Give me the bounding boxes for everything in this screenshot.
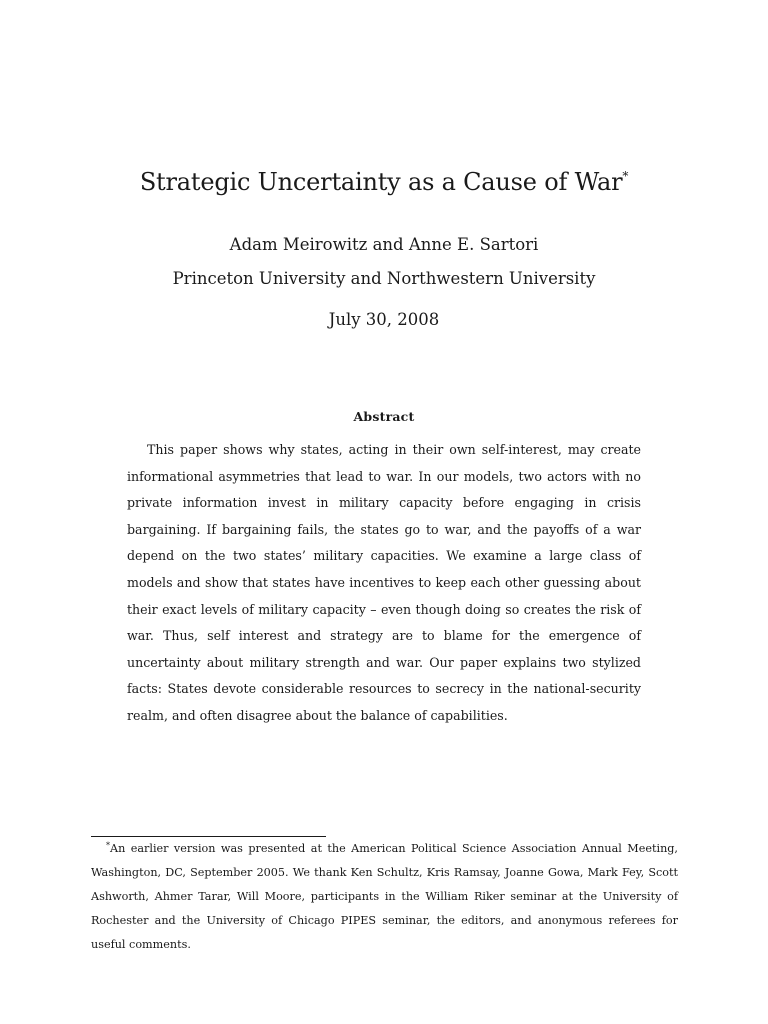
paper-date: July 30, 2008 <box>328 310 440 329</box>
paper-title-text: Strategic Uncertainty as a Cause of War <box>139 168 623 196</box>
paper-title <box>0 168 768 196</box>
footnote-text: An earlier version was presented at the American Political Science Association Annual Meeting, Washington, DC, September 2005. We thank Ken Schultz, Kris Ramsay, Joanne Gowa, Mark Fey, Scott Ashworth, Ahmer Tarar, Will Moore, participants in the William Riker seminar at the University of Rochester and the University of Chicago PIPES seminar, the editors, and anonymous referees for useful comments. <box>91 842 678 951</box>
footnote-mark: * <box>106 841 110 850</box>
footnote <box>91 834 678 957</box>
paper-affiliations: Princeton University and Northwestern University <box>172 269 596 288</box>
title-footnote-mark: * <box>622 169 629 183</box>
abstract-heading: Abstract <box>353 409 415 424</box>
paper-authors: Adam Meirowitz and Anne E. Sartori <box>229 235 539 254</box>
abstract-body: This paper shows why states, acting in their own self-interest, may create informational asymmetries that lead to war. In our models, two actors with no private information invest in military capacity before engaging in crisis bargaining. If bargaining fails, the states go to war, and the payoffs of a war depend on the two states’ military capacities. We examine a large class of models and show that states have incentives to keep each other guessing about their exact levels of military capacity – even though doing so creates the risk of war. Thus, self interest and strategy are to blame for the emergence of uncertainty about military strength and war. Our paper explains two stylized facts: States devote considerable resources to secrecy in the national-security realm, and often disagree about the balance of capabilities. <box>127 442 641 723</box>
